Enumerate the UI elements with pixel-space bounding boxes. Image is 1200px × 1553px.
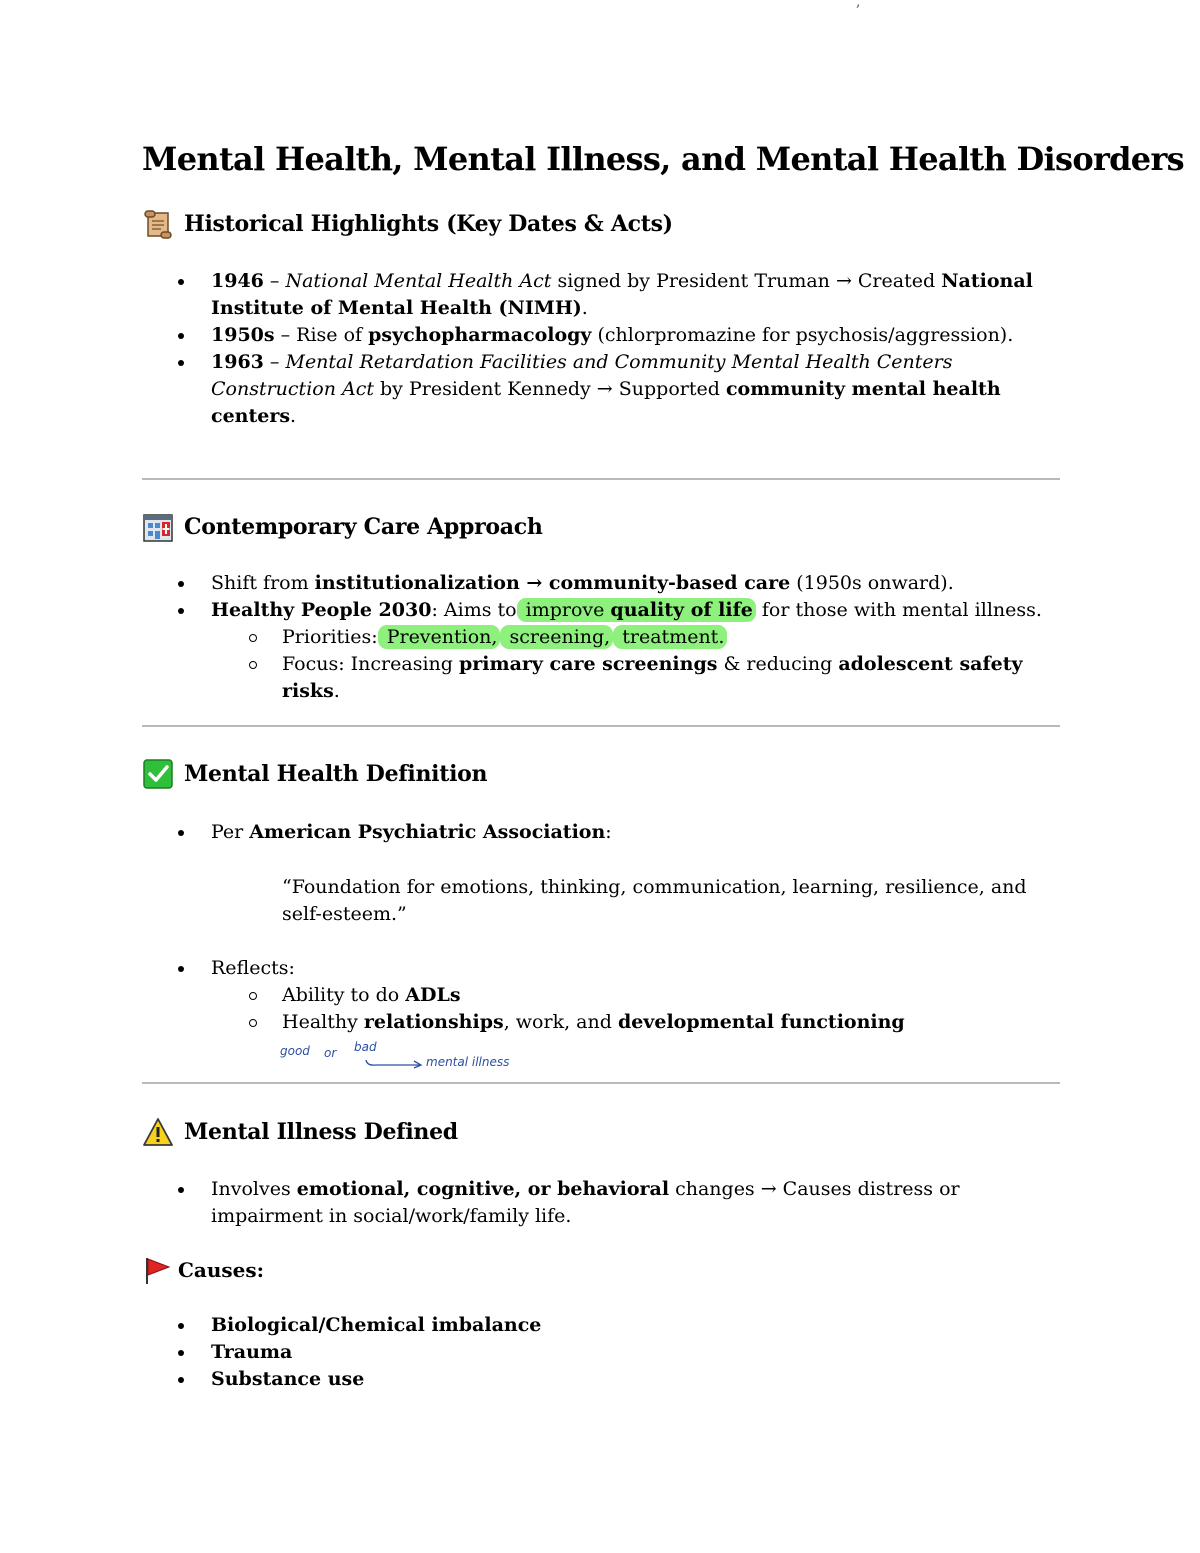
annot-bad: bad [354, 1040, 377, 1054]
definition-quote: “Foundation for emotions, thinking, communication, learning, resilience, and self-esteem.” [282, 876, 1027, 925]
annot-or: or [324, 1046, 337, 1060]
care-sublist [211, 624, 1061, 705]
illness-heading [142, 1116, 458, 1148]
list-item: Reflects: Ability to do ADLs Healthy relationships, work, and developmental functioning [211, 955, 1061, 1036]
list-item: 1963 – Mental Retardation Facilities and Community Mental Health Centers Construction Act by President Kennedy → Supported community mental health centers. [211, 349, 1061, 430]
definition-list [211, 819, 1061, 846]
list-item: Healthy People 2030: Aims to improve quality of life for those with mental illness. Priorities: Prevention, screening, treatment. Focus: Increasing primary care screenings & reducing adolescent safety risks. [211, 597, 1061, 705]
causes-heading [142, 1255, 264, 1285]
care-heading [142, 511, 543, 543]
history-list [211, 268, 1061, 430]
page-mark: , [856, 0, 861, 10]
care-heading-text: Contemporary Care Approach [184, 514, 543, 540]
list-item: Per American Psychiatric Association: [211, 819, 1061, 846]
list-item: Substance use [211, 1366, 1061, 1393]
list-item: Ability to do ADLs [282, 982, 1061, 1009]
annot-good: good [280, 1044, 310, 1058]
causes-list [211, 1312, 1061, 1393]
annot-target: mental illness [426, 1055, 510, 1069]
illness-heading-text: Mental Illness Defined [184, 1119, 458, 1145]
list-item: Healthy relationships, work, and developmental functioning [282, 1009, 1061, 1036]
highlight: treatment. [613, 625, 727, 649]
reflects-list [211, 955, 1061, 1036]
red-flag-icon [142, 1255, 172, 1285]
list-item: 1946 – National Mental Health Act signed by President Truman → Created National Institute of Mental Health (NIMH). [211, 268, 1061, 322]
list-item: Focus: Increasing primary care screenings & reducing adolescent safety risks. [282, 651, 1061, 705]
reflects-sublist [211, 982, 1061, 1036]
scroll-icon [142, 208, 174, 240]
divider [142, 478, 1060, 480]
page-title: Mental Health, Mental Illness, and Mental Health Disorders [142, 140, 1184, 178]
causes-heading-text: Causes: [178, 1258, 265, 1282]
list-item: Priorities: Prevention, screening, treatment. [282, 624, 1061, 651]
arrow-icon [364, 1056, 426, 1070]
care-list [211, 570, 1061, 705]
list-item: Shift from institutionalization → community-based care (1950s onward). [211, 570, 1061, 597]
history-heading [142, 208, 673, 240]
list-item: Trauma [211, 1339, 1061, 1366]
hospital-icon [142, 511, 174, 543]
definition-heading-text: Mental Health Definition [184, 761, 488, 787]
definition-heading [142, 758, 487, 790]
check-mark-icon [142, 758, 174, 790]
highlight: Prevention, [378, 625, 501, 649]
list-item: 1950s – Rise of psychopharmacology (chlorpromazine for psychosis/aggression). [211, 322, 1061, 349]
history-heading-text: Historical Highlights (Key Dates & Acts) [184, 211, 673, 237]
highlight: improve quality of life [517, 598, 756, 622]
divider [142, 1082, 1060, 1084]
list-item: Involves emotional, cognitive, or behavioral changes → Causes distress or impairment in social/work/family life. [211, 1176, 1061, 1230]
list-item: Biological/Chemical imbalance [211, 1312, 1061, 1339]
illness-list [211, 1176, 1061, 1230]
divider [142, 725, 1060, 727]
highlight: screening, [500, 625, 613, 649]
warning-icon [142, 1116, 174, 1148]
